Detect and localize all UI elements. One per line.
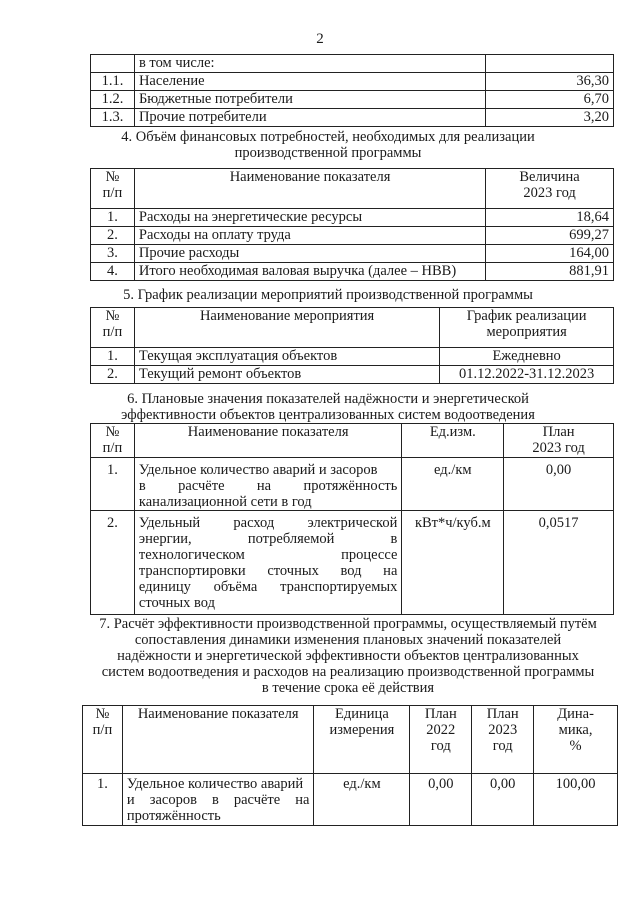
table-cell: № п/п xyxy=(83,706,123,774)
table-cell: 0,00 xyxy=(472,774,534,826)
table-cell: 0,00 xyxy=(410,774,472,826)
table-reliability-indicators xyxy=(90,423,614,615)
table-cell: 1.2. xyxy=(91,91,135,109)
table-row xyxy=(91,245,614,263)
table-cell: План 2022 год xyxy=(410,706,472,774)
table-cell: 2. xyxy=(91,227,135,245)
table-cell: План 2023 год xyxy=(504,424,614,458)
table-cell: Расходы на энергетические ресурсы xyxy=(134,209,485,227)
table-cell: Наименование показателя xyxy=(134,169,485,209)
table-cell xyxy=(91,55,135,73)
table-row xyxy=(91,458,614,511)
table-row xyxy=(91,55,614,73)
section-5-title: 5. График реализации мероприятий производственной программы xyxy=(123,287,533,303)
table-cell: № п/п xyxy=(91,308,135,348)
table-cell: Прочие потребители xyxy=(134,109,485,127)
table-cell: 1.3. xyxy=(91,109,135,127)
section-4-title: 4. Объём финансовых потребностей, необходимых для реализации производственной программы xyxy=(121,129,535,161)
intro-text: в том числе: xyxy=(134,55,485,73)
table-cell: 100,00 xyxy=(534,774,618,826)
table-cell: Наименование показателя xyxy=(134,424,401,458)
table-row xyxy=(91,109,614,127)
table-cell: Прочие расходы xyxy=(134,245,485,263)
table-cell: № п/п xyxy=(91,424,135,458)
table-cell: Итого необходимая валовая выручка (далее – НВВ) xyxy=(134,263,485,281)
table-cell: Текущий ремонт объектов xyxy=(134,366,439,384)
table-cell: Наименование показателя xyxy=(122,706,314,774)
table-cell: 1. xyxy=(91,458,135,511)
table-cell: Единица измерения xyxy=(314,706,410,774)
table-cell: Население xyxy=(134,73,485,91)
table-cell: 881,91 xyxy=(486,263,614,281)
table-row xyxy=(83,774,618,826)
table-cell: Ежедневно xyxy=(440,348,614,366)
table-cell: Расходы на оплату труда xyxy=(134,227,485,245)
table-row xyxy=(91,366,614,384)
table-row xyxy=(91,227,614,245)
table-cell: 01.12.2022-31.12.2023 xyxy=(440,366,614,384)
table-cell: Ед.изм. xyxy=(402,424,504,458)
table-cell: ед./км xyxy=(402,458,504,511)
section-7-title: 7. Расчёт эффективности производственной программы, осуществляемый путём сопоставления динамики изменения плановых значений показателей надёжности и энергетической эффективности объектов централизованных систем водоотведения и расходов на реализацию производственной программы в течение срока её действия xyxy=(99,616,597,696)
section-6-title: 6. Плановые значения показателей надёжности и энергетической эффективности объектов централизованных систем водоотведения xyxy=(121,391,535,423)
table-header xyxy=(83,706,618,774)
table-row xyxy=(91,73,614,91)
table-cell: 1. xyxy=(91,348,135,366)
table-header xyxy=(91,308,614,348)
table-cell: кВт*ч/куб.м xyxy=(402,511,504,615)
table-cell: № п/п xyxy=(91,169,135,209)
table-cell: 3,20 xyxy=(486,109,614,127)
table-consumers xyxy=(90,54,614,127)
table-cell: 2. xyxy=(91,366,135,384)
table-cell: 164,00 xyxy=(486,245,614,263)
table-cell: 6,70 xyxy=(486,91,614,109)
table-cell: 3. xyxy=(91,245,135,263)
table-cell: 36,30 xyxy=(486,73,614,91)
table-cell: 0,0517 xyxy=(504,511,614,615)
table-header xyxy=(91,169,614,209)
table-cell: Удельное количество аварий и засоров в расчёте на протяжённость канализационной сети в год xyxy=(134,458,401,511)
table-cell: Удельное количество аварий и засоров в расчёте на протяжённость xyxy=(122,774,314,826)
table-row xyxy=(91,263,614,281)
table-cell: 2. xyxy=(91,511,135,615)
table-cell: 1. xyxy=(83,774,123,826)
table-efficiency xyxy=(82,705,618,826)
table-cell xyxy=(486,55,614,73)
table-cell: Наименование мероприятия xyxy=(134,308,439,348)
table-cell: План 2023 год xyxy=(472,706,534,774)
table-cell: 1.1. xyxy=(91,73,135,91)
table-schedule xyxy=(90,307,614,384)
table-row xyxy=(91,209,614,227)
page-number: 2 xyxy=(316,31,324,47)
table-row xyxy=(91,91,614,109)
table-row xyxy=(91,511,614,615)
table-cell: Текущая эксплуатация объектов xyxy=(134,348,439,366)
table-cell: ед./км xyxy=(314,774,410,826)
table-cell: График реализации мероприятия xyxy=(440,308,614,348)
table-cell: Удельный расход электрической энергии, потребляемой в технологическом процессе транспортировки сточных вод на единицу объёма транспортируемых сточных вод xyxy=(134,511,401,615)
table-header xyxy=(91,424,614,458)
table-row xyxy=(91,348,614,366)
table-financial-needs xyxy=(90,168,614,281)
table-cell: 699,27 xyxy=(486,227,614,245)
table-cell: Величина 2023 год xyxy=(486,169,614,209)
table-cell: 1. xyxy=(91,209,135,227)
table-cell: 4. xyxy=(91,263,135,281)
table-cell: 0,00 xyxy=(504,458,614,511)
table-cell: Дина- мика, % xyxy=(534,706,618,774)
table-cell: 18,64 xyxy=(486,209,614,227)
table-cell: Бюджетные потребители xyxy=(134,91,485,109)
